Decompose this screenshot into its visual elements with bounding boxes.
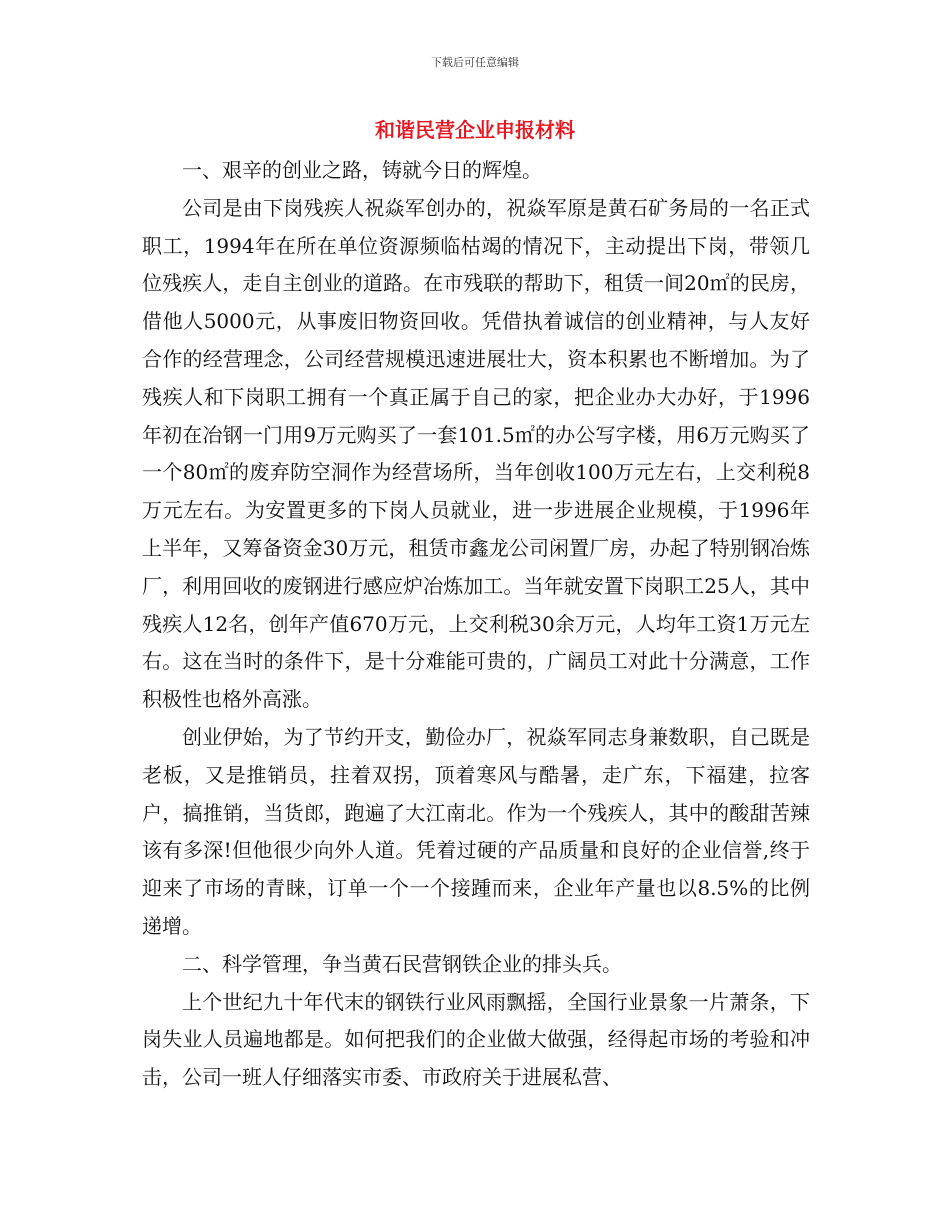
paragraph-company-history: 公司是由下岗残疾人祝焱军创办的，祝焱军原是黄石矿务局的一名正式职工，1994年在所在单位资源频临枯竭的情况下，主动提出下岗，带领几位残疾人，走自主创业的道路。在市残联的帮助下，租赁一间20㎡的民房，借他人5000元，从事废旧物资回收。凭借执着诚信的创业精神，与人友好合作的经营理念，公司经营规模迅速进展壮大，资本积累也不断增加。为了残疾人和下岗职工拥有一个真正属于自己的家，把企业办大办好，于1996年初在冶钢一门用9万元购买了一套101.5㎡的办公写字楼，用6万元购买了一个80㎡的废弃防空洞作为经营场所，当年创收100万元左右，上交利税8万元左右。为安置更多的下岗人员就业，进一步进展企业规模，于1996年上半年，又筹备资金30万元，租赁市鑫龙公司闲置厂房，办起了特别钢冶炼厂，利用回收的废钢进行感应炉冶炼加工。当年就安置下岗职工25人，其中残疾人12名，创年产值670万元，上交利税30余万元，人均年工资1万元左右。这在当时的条件下，是十分难能可贵的，广阔员工对此十分满意，工作积极性也格外高涨。 xyxy=(142,195,810,712)
section-heading-2: 二、科学管理，争当黄石民营钢铁企业的排头兵。 xyxy=(182,951,622,976)
document-title: 和谐民营企业申报材料 xyxy=(375,118,575,142)
section-heading-1: 一、艰辛的创业之路，铸就今日的辉煌。 xyxy=(182,158,542,182)
document-body xyxy=(142,152,810,1097)
paragraph-industry-context: 上个世纪九十年代末的钢铁行业风雨飘摇，全国行业景象一片萧条，下岗失业人员遍地都是。如何把我们的企业做大做强，经得起市场的考验和冲击，公司一班人仔细落实市委、市政府关于进展私营、 xyxy=(142,989,810,1090)
header-note: 下载后可任意编辑 xyxy=(431,56,519,69)
paragraph-founding-hardship: 创业伊始，为了节约开支，勤俭办厂，祝焱军同志身兼数职，自己既是老板，又是推销员，拄着双拐，顶着寒风与酷暑，走广东，下福建，拉客户，搞推销，当货郎，跑遍了大江南北。作为一个残疾人，其中的酸甜苦辣该有多深!但他很少向外人道。凭着过硬的产品质量和良好的企业信誉,终于迎来了市场的青睐，订单一个一个接踵而来，企业年产量也以8.5%的比例递增。 xyxy=(142,724,810,938)
